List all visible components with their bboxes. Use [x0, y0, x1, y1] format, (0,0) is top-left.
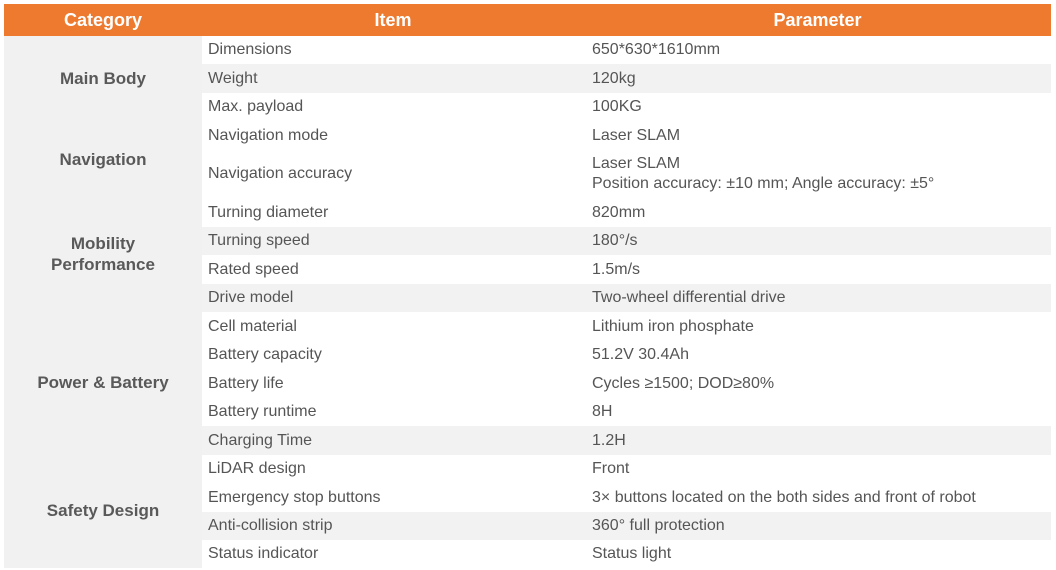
row-param: 51.2V 30.4Ah — [592, 346, 689, 363]
row-param: 1.2H — [592, 431, 626, 449]
category-column — [4, 36, 202, 568]
header-item: Item — [374, 10, 412, 30]
row-item: Turning speed — [208, 232, 310, 249]
table-row — [202, 284, 1051, 312]
row-item: Dimensions — [208, 41, 292, 58]
table-row — [202, 398, 1051, 426]
row-param: 8H — [592, 403, 613, 420]
category-mobility-performance — [4, 233, 202, 275]
row-param — [592, 150, 934, 198]
category-navigation: Navigation — [59, 150, 147, 169]
row-param: Laser SLAM — [592, 126, 681, 144]
row-item: Battery life — [208, 374, 284, 392]
row-param: 820mm — [592, 203, 646, 221]
row-item: Charging Time — [208, 431, 313, 449]
row-item: LiDAR design — [208, 460, 306, 477]
row-item: Turning diameter — [208, 203, 329, 221]
row-param: 100KG — [592, 98, 642, 115]
category-main-body: Main Body — [60, 69, 146, 88]
table-header — [4, 4, 1051, 36]
row-param: 180°/s — [592, 232, 638, 249]
header-category: Category — [63, 10, 143, 30]
row-param: Front — [592, 460, 630, 477]
row-item: Emergency stop buttons — [208, 488, 381, 506]
row-item: Anti-collision strip — [208, 517, 333, 534]
table-row — [202, 483, 1051, 512]
row-item: Rated speed — [208, 260, 299, 278]
row-item: Navigation accuracy — [208, 165, 353, 182]
table-row — [202, 93, 1051, 121]
row-param: 1.5m/s — [592, 260, 641, 278]
row-item: Cell material — [208, 317, 297, 335]
row-param: Two-wheel differential drive — [592, 289, 786, 306]
row-item: Navigation mode — [208, 126, 329, 144]
row-param-line1: Laser SLAM — [592, 155, 681, 172]
row-item: Battery runtime — [208, 403, 317, 420]
table-row — [202, 540, 1051, 568]
table-row — [202, 455, 1051, 483]
category-safety-design: Safety Design — [46, 501, 160, 520]
row-item: Drive model — [208, 289, 294, 306]
row-param: 3× buttons located on the both sides and front of robot — [592, 488, 976, 506]
row-param: 360° full protection — [592, 517, 725, 534]
category-mobility-line2: Performance — [51, 255, 155, 274]
table-row — [202, 369, 1051, 398]
row-item: Weight — [208, 69, 258, 87]
row-param-line2: Position accuracy: ±10 mm; Angle accuracy: ±5° — [592, 175, 935, 192]
row-param: Lithium iron phosphate — [592, 317, 754, 335]
table-row — [202, 426, 1051, 455]
table-row — [202, 121, 1051, 150]
table-row — [202, 312, 1051, 341]
category-mobility-line1: Mobility — [70, 234, 136, 253]
row-param: 650*630*1610mm — [592, 41, 721, 58]
header-parameter: Parameter — [773, 10, 862, 30]
table-row — [202, 198, 1051, 227]
table-row — [202, 64, 1051, 93]
table-row — [202, 512, 1051, 540]
table-row — [202, 227, 1051, 255]
row-param: 120kg — [592, 69, 636, 87]
row-param: Status light — [592, 545, 672, 562]
table-row — [202, 36, 1051, 64]
row-param: Cycles ≥1500; DOD≥80% — [592, 374, 775, 392]
table-row — [202, 341, 1051, 369]
category-power-battery: Power & Battery — [37, 373, 169, 392]
row-item: Battery capacity — [208, 346, 322, 363]
row-item: Status indicator — [208, 545, 319, 562]
row-item: Max. payload — [208, 98, 304, 115]
table-row — [202, 255, 1051, 284]
table-row — [202, 150, 1051, 198]
